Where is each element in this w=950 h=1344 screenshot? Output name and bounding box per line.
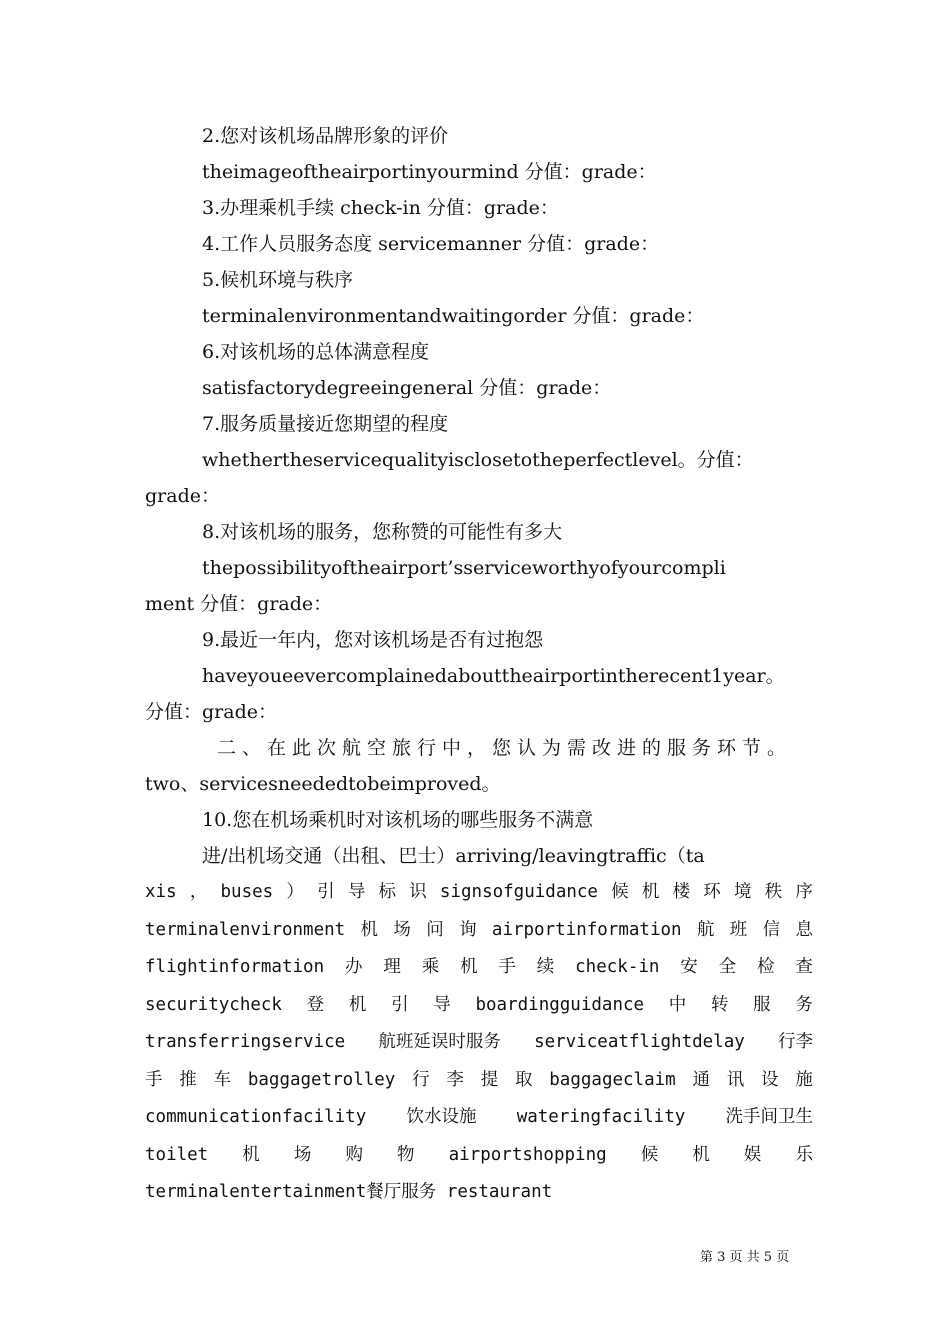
- word: 机: [692, 1144, 710, 1165]
- word: 引: [391, 994, 409, 1015]
- word: 务: [795, 994, 813, 1015]
- q10-options-line-8: [145, 1099, 813, 1137]
- page-footer: 第 3 页 共 5 页: [700, 1250, 790, 1265]
- word: 识: [409, 882, 427, 902]
- word: check-in: [575, 957, 660, 977]
- word: 转: [710, 994, 729, 1015]
- word: 续: [536, 957, 555, 977]
- word: ，: [189, 882, 208, 902]
- word: airportshopping: [448, 1144, 607, 1165]
- word: transferringservice: [145, 1032, 346, 1052]
- word: 查: [795, 957, 813, 977]
- q2-english: theimageoftheairportinyourmind 分值：grade：: [202, 161, 657, 183]
- q4-line: 4.工作人员服务态度 servicemanner 分值：grade：: [202, 233, 660, 255]
- word: securitycheck: [145, 994, 282, 1015]
- word: buses: [220, 882, 274, 902]
- q3-line: 3.办理乘机手续 check-in 分值：grade：: [202, 197, 559, 219]
- word: 标: [378, 882, 397, 902]
- word: 检: [757, 957, 775, 977]
- word: 讯: [726, 1069, 745, 1090]
- word: ）: [286, 882, 304, 902]
- q7-english: whethertheservicequalityisclosetotheperfectlevel。分值：: [202, 449, 754, 471]
- word: signsofguidance: [439, 882, 598, 902]
- word: 环: [703, 882, 721, 902]
- q10-options-line-6: [145, 1024, 813, 1062]
- word: 场: [393, 919, 411, 940]
- q10-options-line-9: [145, 1137, 813, 1175]
- q6-title: 6.对该机场的总体满意程度: [202, 341, 430, 363]
- word: 登: [306, 994, 325, 1015]
- q10-options-line-1: 进/出机场交通（出租、巴士）arriving/leavingtraffic（ta: [202, 845, 705, 867]
- word: boardingguidance: [475, 994, 645, 1015]
- word: toilet: [145, 1144, 209, 1165]
- document-body: [145, 118, 813, 1210]
- word: 全: [718, 957, 737, 977]
- q10-options-line-4: [145, 949, 813, 987]
- word: 楼: [672, 882, 691, 902]
- word: 导: [347, 882, 366, 902]
- word: 序: [795, 882, 813, 902]
- word: 机: [360, 919, 379, 940]
- word: 乘: [421, 957, 440, 977]
- q6-english: satisfactorydegreeingeneral 分值：grade：: [202, 377, 612, 399]
- word: communicationfacility: [145, 1107, 367, 1127]
- word: 提: [480, 1069, 499, 1090]
- word: terminalenvironment: [145, 919, 346, 940]
- word: 候: [640, 1144, 659, 1165]
- word: 安: [680, 957, 698, 977]
- q10-options-line-7: [145, 1062, 813, 1100]
- word: 导: [433, 994, 451, 1015]
- word: xis: [145, 882, 177, 902]
- section-two-heading: 二、在此次航空旅行中，您认为需改进的服务环节。: [217, 737, 793, 759]
- word: 问: [426, 919, 444, 940]
- q5-title: 5.候机环境与秩序: [202, 269, 354, 291]
- word: 饮水设施: [406, 1107, 477, 1127]
- q8-title: 8.对该机场的服务，您称赞的可能性有多大: [202, 521, 563, 543]
- word: 设: [761, 1069, 779, 1090]
- q9-title: 9.最近一年内，您对该机场是否有过抱怨: [202, 629, 544, 651]
- word: 信: [762, 919, 781, 940]
- word: 购: [345, 1144, 363, 1165]
- q2-title: 2.您对该机场品牌形象的评价: [202, 125, 449, 147]
- word: 机: [460, 957, 478, 977]
- word: baggagetrolley: [247, 1069, 396, 1090]
- word: wateringfacility: [516, 1107, 686, 1127]
- q7-grade: grade：: [145, 485, 220, 507]
- word: 取: [514, 1069, 533, 1090]
- word: 物: [397, 1144, 415, 1165]
- word: baggageclaim: [549, 1069, 676, 1090]
- word: flightinformation: [145, 957, 325, 977]
- q8-grade: ment 分值：grade：: [145, 593, 333, 615]
- word: 机: [641, 882, 660, 902]
- q10-options-line-10: terminalentertainment餐厅服务 restaurant: [145, 1182, 553, 1202]
- word: 境: [733, 882, 752, 902]
- word: 中: [668, 994, 687, 1015]
- word: 乐: [795, 1144, 813, 1165]
- word: 行李: [777, 1032, 813, 1052]
- q10-title: 10.您在机场乘机时对该机场的哪些服务不满意: [202, 809, 594, 831]
- word: 航: [696, 919, 715, 940]
- word: 秩: [764, 882, 783, 902]
- word: 推: [179, 1069, 197, 1090]
- q8-english: thepossibilityoftheairport’sserviceworthyofyourcompli: [202, 557, 726, 579]
- q7-title: 7.服务质量接近您期望的程度: [202, 413, 449, 435]
- word: 机: [242, 1144, 260, 1165]
- word: 洗手间卫生: [725, 1107, 813, 1127]
- word: 施: [795, 1069, 813, 1090]
- word: 航班延误时服务: [378, 1032, 501, 1052]
- q9-english: haveyoueevercomplainedabouttheairportintherecent1year。: [202, 665, 785, 687]
- word: 通: [692, 1069, 710, 1090]
- word: 理: [383, 957, 401, 977]
- word: 手: [498, 957, 516, 977]
- word: airportinformation: [491, 919, 682, 940]
- word: 行: [412, 1069, 430, 1090]
- q9-grade: 分值：grade：: [145, 701, 277, 723]
- word: 询: [459, 919, 477, 940]
- word: 手: [145, 1069, 163, 1090]
- word: 引: [317, 882, 335, 902]
- word: 李: [446, 1069, 464, 1090]
- word: 车: [213, 1069, 232, 1090]
- word: 服: [753, 994, 771, 1015]
- q10-options-line-5: [145, 987, 813, 1025]
- word: 息: [795, 919, 813, 940]
- section-two-english: two、servicesneededtobeimproved。: [145, 773, 501, 795]
- word: serviceatflightdelay: [534, 1032, 745, 1052]
- q10-options-line-2: [145, 874, 813, 912]
- q5-english: terminalenvironmentandwaitingorder 分值：grade：: [202, 305, 705, 327]
- word: 办: [344, 957, 363, 977]
- word: 机: [348, 994, 367, 1015]
- word: 班: [729, 919, 748, 940]
- word: 娱: [743, 1144, 762, 1165]
- q10-options-line-3: [145, 912, 813, 950]
- word: 候: [611, 882, 629, 902]
- word: 场: [293, 1144, 312, 1165]
